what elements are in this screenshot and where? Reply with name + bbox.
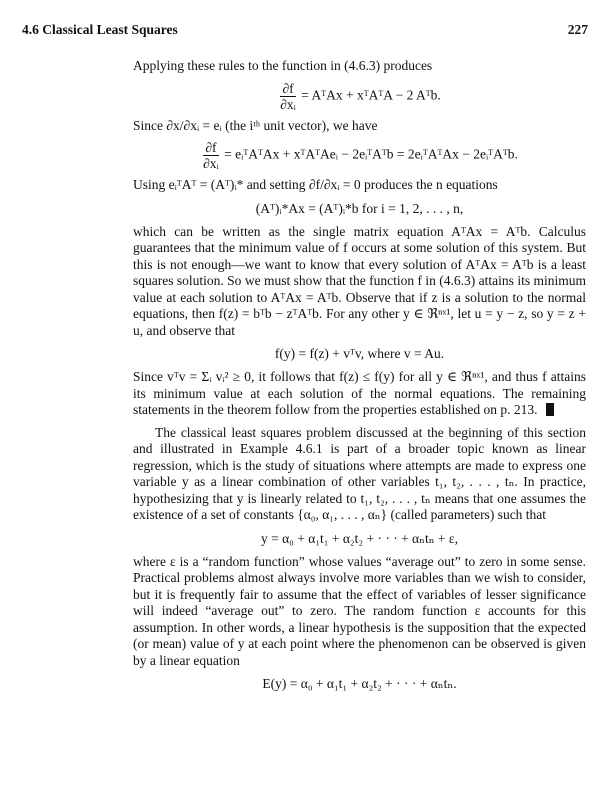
page-number: 227 [567, 22, 588, 37]
qed-square [546, 403, 554, 416]
paragraph-3: Using eᵢᵀAᵀ = (Aᵀ)ᵢ* and setting ∂f/∂xᵢ = 0 produces the n equations [133, 177, 498, 192]
partial-f-over-partial-xi: $\frac{\partial f}{\text{∂xᵢ}}$ [280, 80, 296, 112]
equation-1-rhs: = AᵀAx + xᵀAᵀA − 2 Aᵀb. [301, 87, 441, 103]
page-body [133, 58, 586, 699]
equation-6: E(y) = α₀ + α₁t₁ + α₂t₂ + · · · + αₙtₙ. [262, 676, 457, 691]
paragraph-1: Applying these rules to the function in (4.6.3) produces [133, 58, 433, 73]
equation-4: f(y) = f(z) + vᵀv, where v = Au. [274, 346, 445, 361]
paragraph-2: Since ∂x/∂xᵢ = eᵢ (the iᵗʰ unit vector), we have [133, 117, 378, 133]
equation-3: (Aᵀ)ᵢ*Ax = (Aᵀ)ᵢ*b for i = 1, 2, . . . , n, [255, 200, 464, 216]
equation-2 [133, 140, 586, 171]
equation-1 [133, 81, 586, 112]
running-header [22, 22, 588, 40]
partial-f-over-partial-xi-2: $\frac{\partial f}{\text{∂xᵢ}}$ [203, 140, 219, 171]
paragraph-4: which can be written as the single matrix equation AᵀAx = Aᵀb. Calculus guarantees that the minimum value of f occurs at some solution of this system. But this is not enough—we want to know that every solution of AᵀAx = Aᵀb is a least squares solution. So we must show that the function f in (4.6.3) attains its minimum value at each solution to AᵀAx = Aᵀb. Observe that if z is a solution to the normal equations, then f(z) = bᵀb − zᵀAᵀb. For any other y ∈ ℜⁿˣ¹, let u = y − z, so y = z + u, and observe that [133, 223, 586, 338]
paragraph-5: Since vᵀv = Σᵢ vᵢ² ≥ 0, it follows that f(z) ≤ f(y) for all y ∈ ℜⁿˣ¹, and thus f attains its minimum value at each solution of the normal equations. The remaining statements in the theorem follow from the properties established on p. 213. [133, 369, 586, 417]
equation-5: y = α₀ + α₁t₁ + α₂t₂ + · · · + αₙtₙ + ε, [261, 530, 458, 546]
paragraph-6: The classical least squares problem discussed at the beginning of this section and illustrated in Example 4.6.1 is part of a broader topic known as linear regression, which is the study of situations where attempts are made to express one variable y as a linear combination of other variables t₁, t₂, . . . , tₙ. In practice, hypothesizing that y is linearly related to t₁, t₂, . . . , tₙ means that one assumes the existence of a set of constants {α₀, α₁, . . . , αₙ} (called parameters) such that [133, 424, 586, 522]
section-title: 4.6 Classical Least Squares [22, 22, 178, 37]
paragraph-7: where ε is a “random function” whose values “average out” to zero in some sense. Practical problems almost always involve more variables than we wish to consider, but it is frequently fair to assume that the effect of variables of lesser significance will indeed “average out” to zero. The random function ε accounts for this assumption. In other words, a linear hypothesis is the supposition that the expected (or mean) value of y at each point where the phenomenon can be observed is given by a linear equation [133, 553, 586, 668]
equation-2-rhs: = eᵢᵀAᵀAx + xᵀAᵀAeᵢ − 2eᵢᵀAᵀb = 2eᵢᵀAᵀAx − 2eᵢᵀAᵀb. [224, 146, 518, 162]
